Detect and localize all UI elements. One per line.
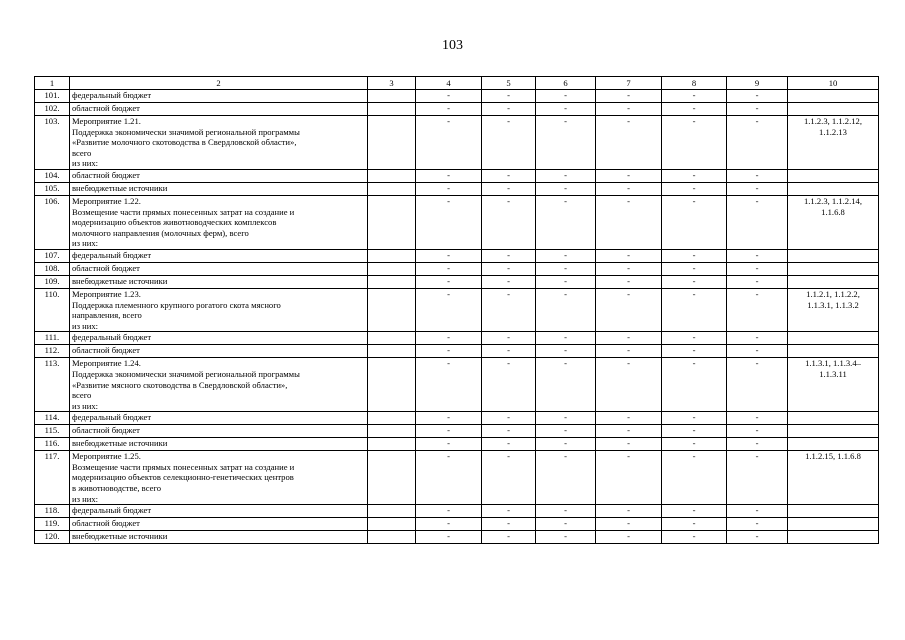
header-col-4: 4 xyxy=(416,77,482,90)
value-cell-col-4: - xyxy=(416,425,482,438)
value-cell-col-9: - xyxy=(727,249,788,262)
description-line: федеральный бюджет xyxy=(72,412,152,423)
value-cell-col-8: - xyxy=(662,90,727,103)
value-cell-col-4: - xyxy=(416,531,482,544)
row-description xyxy=(70,505,368,518)
budget-table xyxy=(34,76,879,544)
reference-cell xyxy=(788,288,879,331)
row-number: 117. xyxy=(35,451,70,505)
table-row xyxy=(35,345,879,358)
description-line: из них: xyxy=(72,320,99,331)
reference-cell xyxy=(788,195,879,249)
value-cell-col-3 xyxy=(368,262,416,275)
row-number: 102. xyxy=(35,103,70,116)
description-line: из них: xyxy=(72,493,99,504)
value-cell-col-8: - xyxy=(662,451,727,505)
description-line: Поддержка племенного крупного рогатого скота мясного xyxy=(72,299,281,310)
reference-cell xyxy=(788,249,879,262)
value-cell-col-9: - xyxy=(727,505,788,518)
row-description xyxy=(70,195,368,249)
description-line: направления, всего xyxy=(72,310,142,321)
value-cell-col-6: - xyxy=(536,90,596,103)
reference-line: 1.1.3.1, 1.1.3.2 xyxy=(807,299,859,310)
description-line: областной бюджет xyxy=(72,518,140,529)
description-line: из них: xyxy=(72,158,99,169)
value-cell-col-6: - xyxy=(536,531,596,544)
row-number: 114. xyxy=(35,412,70,425)
value-cell-col-7: - xyxy=(596,332,662,345)
reference-line: 1.1.3.11 xyxy=(819,368,847,379)
value-cell-col-4: - xyxy=(416,103,482,116)
description-line: федеральный бюджет xyxy=(72,332,152,343)
value-cell-col-9: - xyxy=(727,262,788,275)
description-line: модернизацию объектов животноводческих комплексов xyxy=(72,217,277,228)
value-cell-col-7: - xyxy=(596,358,662,412)
reference-cell xyxy=(788,103,879,116)
row-description xyxy=(70,103,368,116)
row-number: 116. xyxy=(35,438,70,451)
reference-cell xyxy=(788,332,879,345)
reference-cell xyxy=(788,438,879,451)
reference-cell xyxy=(788,116,879,170)
reference-cell xyxy=(788,531,879,544)
reference-cell xyxy=(788,262,879,275)
header-col-6: 6 xyxy=(536,77,596,90)
value-cell-col-6: - xyxy=(536,518,596,531)
row-description xyxy=(70,90,368,103)
value-cell-col-4: - xyxy=(416,169,482,182)
row-description xyxy=(70,116,368,170)
header-col-9: 9 xyxy=(727,77,788,90)
value-cell-col-9: - xyxy=(727,275,788,288)
value-cell-col-8: - xyxy=(662,195,727,249)
value-cell-col-8: - xyxy=(662,288,727,331)
reference-cell xyxy=(788,182,879,195)
table-row xyxy=(35,90,879,103)
value-cell-col-3 xyxy=(368,103,416,116)
value-cell-col-4: - xyxy=(416,505,482,518)
description-line: областной бюджет xyxy=(72,262,140,273)
row-description xyxy=(70,288,368,331)
description-line: федеральный бюджет xyxy=(72,90,152,100)
row-number: 103. xyxy=(35,116,70,170)
row-number: 104. xyxy=(35,169,70,182)
value-cell-col-7: - xyxy=(596,412,662,425)
value-cell-col-5: - xyxy=(482,518,536,531)
table-row xyxy=(35,116,879,170)
value-cell-col-7: - xyxy=(596,90,662,103)
value-cell-col-9: - xyxy=(727,103,788,116)
row-number: 109. xyxy=(35,275,70,288)
description-line: Мероприятие 1.22. xyxy=(72,195,141,206)
value-cell-col-9: - xyxy=(727,90,788,103)
reference-cell xyxy=(788,345,879,358)
row-number: 113. xyxy=(35,358,70,412)
reference-cell xyxy=(788,358,879,412)
value-cell-col-3 xyxy=(368,358,416,412)
value-cell-col-5: - xyxy=(482,116,536,170)
value-cell-col-3 xyxy=(368,518,416,531)
value-cell-col-5: - xyxy=(482,531,536,544)
value-cell-col-8: - xyxy=(662,182,727,195)
value-cell-col-5: - xyxy=(482,345,536,358)
description-line: в животноводстве, всего xyxy=(72,483,162,494)
description-line: областной бюджет xyxy=(72,169,140,180)
value-cell-col-4: - xyxy=(416,275,482,288)
reference-line: 1.1.2.1, 1.1.2.2, xyxy=(806,288,860,299)
value-cell-col-6: - xyxy=(536,425,596,438)
value-cell-col-7: - xyxy=(596,425,662,438)
row-number: 120. xyxy=(35,531,70,544)
value-cell-col-6: - xyxy=(536,103,596,116)
description-line: Возмещение части прямых понесенных затрат на создание и xyxy=(72,461,295,472)
value-cell-col-9: - xyxy=(727,116,788,170)
value-cell-col-8: - xyxy=(662,275,727,288)
value-cell-col-9: - xyxy=(727,412,788,425)
row-description xyxy=(70,518,368,531)
row-description xyxy=(70,262,368,275)
value-cell-col-3 xyxy=(368,90,416,103)
value-cell-col-5: - xyxy=(482,438,536,451)
value-cell-col-9: - xyxy=(727,425,788,438)
value-cell-col-8: - xyxy=(662,262,727,275)
value-cell-col-3 xyxy=(368,182,416,195)
header-col-3: 3 xyxy=(368,77,416,90)
value-cell-col-8: - xyxy=(662,425,727,438)
table-row xyxy=(35,262,879,275)
table-row xyxy=(35,332,879,345)
value-cell-col-3 xyxy=(368,249,416,262)
value-cell-col-8: - xyxy=(662,505,727,518)
table-row xyxy=(35,438,879,451)
value-cell-col-9: - xyxy=(727,332,788,345)
value-cell-col-5: - xyxy=(482,262,536,275)
header-col-1: 1 xyxy=(35,77,70,90)
value-cell-col-9: - xyxy=(727,169,788,182)
reference-line: 1.1.3.1, 1.1.3.4– xyxy=(805,358,861,369)
value-cell-col-6: - xyxy=(536,182,596,195)
description-line: всего xyxy=(72,147,92,158)
value-cell-col-3 xyxy=(368,425,416,438)
table-header-row xyxy=(35,77,879,90)
row-number: 115. xyxy=(35,425,70,438)
value-cell-col-4: - xyxy=(416,195,482,249)
row-description xyxy=(70,412,368,425)
value-cell-col-4: - xyxy=(416,90,482,103)
value-cell-col-7: - xyxy=(596,169,662,182)
table-row xyxy=(35,531,879,544)
row-number: 111. xyxy=(35,332,70,345)
value-cell-col-5: - xyxy=(482,412,536,425)
value-cell-col-4: - xyxy=(416,332,482,345)
description-line: федеральный бюджет xyxy=(72,505,152,516)
table-row xyxy=(35,249,879,262)
value-cell-col-6: - xyxy=(536,451,596,505)
description-line: внебюджетные источники xyxy=(72,182,168,193)
row-description xyxy=(70,345,368,358)
table-row xyxy=(35,425,879,438)
value-cell-col-3 xyxy=(368,531,416,544)
value-cell-col-7: - xyxy=(596,438,662,451)
row-number: 112. xyxy=(35,345,70,358)
row-description xyxy=(70,451,368,505)
value-cell-col-3 xyxy=(368,169,416,182)
value-cell-col-6: - xyxy=(536,438,596,451)
value-cell-col-5: - xyxy=(482,169,536,182)
value-cell-col-4: - xyxy=(416,345,482,358)
table-body xyxy=(35,90,879,544)
value-cell-col-7: - xyxy=(596,249,662,262)
value-cell-col-4: - xyxy=(416,358,482,412)
reference-cell xyxy=(788,412,879,425)
value-cell-col-7: - xyxy=(596,345,662,358)
description-line: областной бюджет xyxy=(72,345,140,356)
value-cell-col-5: - xyxy=(482,358,536,412)
description-line: Возмещение части прямых понесенных затрат на создание и xyxy=(72,206,295,217)
description-line: областной бюджет xyxy=(72,425,140,436)
value-cell-col-7: - xyxy=(596,451,662,505)
value-cell-col-8: - xyxy=(662,103,727,116)
value-cell-col-3 xyxy=(368,332,416,345)
row-number: 105. xyxy=(35,182,70,195)
value-cell-col-8: - xyxy=(662,332,727,345)
description-line: внебюджетные источники xyxy=(72,438,168,449)
reference-cell xyxy=(788,425,879,438)
value-cell-col-6: - xyxy=(536,195,596,249)
value-cell-col-8: - xyxy=(662,412,727,425)
value-cell-col-8: - xyxy=(662,531,727,544)
value-cell-col-6: - xyxy=(536,358,596,412)
description-line: «Развитие молочного скотоводства в Свердловской области», xyxy=(72,137,297,148)
value-cell-col-7: - xyxy=(596,275,662,288)
reference-line: 1.1.2.13 xyxy=(819,126,847,137)
reference-cell xyxy=(788,451,879,505)
value-cell-col-9: - xyxy=(727,358,788,412)
value-cell-col-6: - xyxy=(536,249,596,262)
reference-line: 1.1.2.3, 1.1.2.12, xyxy=(803,116,862,126)
table-row xyxy=(35,358,879,412)
value-cell-col-4: - xyxy=(416,182,482,195)
description-line: внебюджетные источники xyxy=(72,275,168,286)
value-cell-col-8: - xyxy=(662,518,727,531)
value-cell-col-6: - xyxy=(536,332,596,345)
value-cell-col-9: - xyxy=(727,182,788,195)
row-number: 107. xyxy=(35,249,70,262)
value-cell-col-8: - xyxy=(662,116,727,170)
reference-cell xyxy=(788,505,879,518)
value-cell-col-5: - xyxy=(482,182,536,195)
table-row xyxy=(35,275,879,288)
value-cell-col-8: - xyxy=(662,169,727,182)
value-cell-col-3 xyxy=(368,275,416,288)
row-description xyxy=(70,249,368,262)
row-number: 119. xyxy=(35,518,70,531)
reference-cell xyxy=(788,169,879,182)
table-row xyxy=(35,451,879,505)
value-cell-col-8: - xyxy=(662,249,727,262)
value-cell-col-4: - xyxy=(416,116,482,170)
value-cell-col-3 xyxy=(368,451,416,505)
row-number: 108. xyxy=(35,262,70,275)
value-cell-col-4: - xyxy=(416,262,482,275)
table-row xyxy=(35,195,879,249)
value-cell-col-7: - xyxy=(596,182,662,195)
value-cell-col-9: - xyxy=(727,345,788,358)
value-cell-col-9: - xyxy=(727,288,788,331)
table-row xyxy=(35,412,879,425)
value-cell-col-5: - xyxy=(482,505,536,518)
value-cell-col-5: - xyxy=(482,425,536,438)
header-col-7: 7 xyxy=(596,77,662,90)
description-line: Мероприятие 1.25. xyxy=(72,451,141,462)
row-description xyxy=(70,332,368,345)
description-line: из них: xyxy=(72,238,99,249)
description-line: молочного направления (молочных ферм), всего xyxy=(72,227,249,238)
value-cell-col-5: - xyxy=(482,195,536,249)
value-cell-col-3 xyxy=(368,505,416,518)
header-col-10: 10 xyxy=(788,77,879,90)
description-line: всего xyxy=(72,390,92,401)
reference-line: 1.1.6.8 xyxy=(821,206,845,217)
value-cell-col-4: - xyxy=(416,412,482,425)
description-line: Поддержка экономически значимой региональной программы xyxy=(72,368,300,379)
row-description xyxy=(70,182,368,195)
description-line: из них: xyxy=(72,400,99,411)
value-cell-col-6: - xyxy=(536,169,596,182)
value-cell-col-6: - xyxy=(536,262,596,275)
value-cell-col-5: - xyxy=(482,103,536,116)
value-cell-col-7: - xyxy=(596,518,662,531)
description-line: Мероприятие 1.21. xyxy=(72,116,141,126)
value-cell-col-7: - xyxy=(596,195,662,249)
value-cell-col-7: - xyxy=(596,262,662,275)
row-description xyxy=(70,169,368,182)
value-cell-col-6: - xyxy=(536,288,596,331)
reference-cell xyxy=(788,90,879,103)
value-cell-col-6: - xyxy=(536,412,596,425)
description-line: федеральный бюджет xyxy=(72,249,152,260)
table-row xyxy=(35,182,879,195)
reference-cell xyxy=(788,518,879,531)
table-row xyxy=(35,518,879,531)
row-number: 106. xyxy=(35,195,70,249)
value-cell-col-3 xyxy=(368,195,416,249)
description-line: модернизацию объектов селекционно-генетических центров xyxy=(72,472,294,483)
row-description xyxy=(70,425,368,438)
description-line: Поддержка экономически значимой региональной программы xyxy=(72,126,300,137)
value-cell-col-3 xyxy=(368,288,416,331)
value-cell-col-4: - xyxy=(416,438,482,451)
value-cell-col-9: - xyxy=(727,195,788,249)
value-cell-col-7: - xyxy=(596,288,662,331)
reference-line: 1.1.2.15, 1.1.6.8 xyxy=(805,451,861,462)
value-cell-col-9: - xyxy=(727,438,788,451)
row-number: 101. xyxy=(35,90,70,103)
value-cell-col-4: - xyxy=(416,451,482,505)
value-cell-col-4: - xyxy=(416,288,482,331)
table-row xyxy=(35,103,879,116)
value-cell-col-5: - xyxy=(482,332,536,345)
reference-line: 1.1.2.3, 1.1.2.14, xyxy=(803,195,862,206)
value-cell-col-7: - xyxy=(596,531,662,544)
description-line: «Развитие мясного скотоводства в Свердловской области», xyxy=(72,379,288,390)
header-col-5: 5 xyxy=(482,77,536,90)
value-cell-col-3 xyxy=(368,412,416,425)
row-number: 118. xyxy=(35,505,70,518)
value-cell-col-5: - xyxy=(482,288,536,331)
value-cell-col-5: - xyxy=(482,90,536,103)
value-cell-col-6: - xyxy=(536,116,596,170)
value-cell-col-4: - xyxy=(416,518,482,531)
value-cell-col-6: - xyxy=(536,345,596,358)
value-cell-col-3 xyxy=(368,345,416,358)
row-description xyxy=(70,438,368,451)
table-row xyxy=(35,288,879,331)
value-cell-col-8: - xyxy=(662,358,727,412)
value-cell-col-4: - xyxy=(416,249,482,262)
value-cell-col-8: - xyxy=(662,438,727,451)
value-cell-col-7: - xyxy=(596,103,662,116)
value-cell-col-9: - xyxy=(727,531,788,544)
value-cell-col-5: - xyxy=(482,451,536,505)
description-line: областной бюджет xyxy=(72,103,140,113)
description-line: Мероприятие 1.23. xyxy=(72,288,141,299)
value-cell-col-3 xyxy=(368,116,416,170)
row-description xyxy=(70,358,368,412)
reference-cell xyxy=(788,275,879,288)
value-cell-col-6: - xyxy=(536,275,596,288)
row-number: 110. xyxy=(35,288,70,331)
table-row xyxy=(35,169,879,182)
description-line: внебюджетные источники xyxy=(72,531,168,542)
value-cell-col-7: - xyxy=(596,505,662,518)
value-cell-col-9: - xyxy=(727,518,788,531)
value-cell-col-6: - xyxy=(536,505,596,518)
value-cell-col-8: - xyxy=(662,345,727,358)
row-description xyxy=(70,531,368,544)
value-cell-col-3 xyxy=(368,438,416,451)
value-cell-col-9: - xyxy=(727,451,788,505)
header-col-8: 8 xyxy=(662,77,727,90)
table-row xyxy=(35,505,879,518)
header-col-2: 2 xyxy=(70,77,368,90)
page-number: 103 xyxy=(442,38,463,53)
value-cell-col-7: - xyxy=(596,116,662,170)
row-description xyxy=(70,275,368,288)
value-cell-col-5: - xyxy=(482,249,536,262)
description-line: Мероприятие 1.24. xyxy=(72,358,141,369)
value-cell-col-5: - xyxy=(482,275,536,288)
